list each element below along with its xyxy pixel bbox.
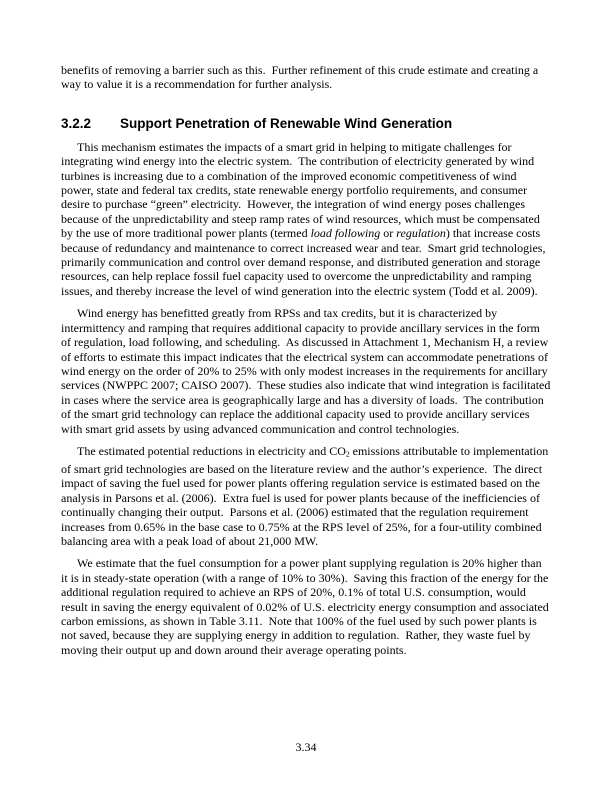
section-heading-title: Support Penetration of Renewable Wind Generation <box>120 115 453 131</box>
page-number: 3.34 <box>295 740 317 754</box>
body-paragraph-2: Wind energy has benefitted greatly from RPSs and tax credits, but it is characterized by intermittency and ramping that requires additional capacity to provide ancillary services in the form of regulation, load following, and scheduling. As discussed in Attachment 1, Mechanism H, a review of efforts to estimate this impact indicates that the electrical system can accommodate penetrations of wind energy on the order of 20% to 25% with only modest increases in the requirements for ancillary services (NWPPC 2007; CAISO 2007). These studies also indicate that wind integration is facilitated in cases where the service area is geographically large and has a diversity of loads. The contribution of the smart grid technology can replace the additional capacity used to provide ancillary services with smart grid assets by using advanced communication and control technologies. <box>61 306 554 436</box>
body-paragraph-4: We estimate that the fuel consumption for a power plant supplying regulation is 20% higher than it is in steady-state operation (with a range of 10% to 30%). Saving this fraction of the energy for the additional regulation required to achieve an RPS of 20%, 0.1% of total U.S. consumption, would result in saving the energy equivalent of 0.02% of U.S. electricity energy consumption and associated carbon emissions, as shown in Table 3.11. Note that 100% of the fuel used by such power plants is not saved, because they are supplying energy in addition to regulation. Rather, they waste fuel by moving their output up and down around their average operating points. <box>61 556 552 657</box>
body-paragraph-3: The estimated potential reductions in electricity and CO2 emissions attributable to implementation of smart grid technologies are based on the literature review and the author’s experience. The direct impact of saving the fuel used for power plants offering regulation service is estimated based on the analysis in Parsons et al. (2006). Extra fuel is used for power plants because of the inefficiencies of continually changing their output. Parsons et al. (2006) estimated that the regulation requirement increases from 0.65% in the base case to 0.75% at the RPS level of 25%, for a four-utility combined balancing area with a peak load of about 21,000 MW. <box>61 443 552 548</box>
body-paragraph-1: This mechanism estimates the impacts of a smart grid in helping to mitigate challenges for integrating wind energy into the electric system. The contribution of electricity generated by wind turbines is increasing due to a combination of the improved economic competitiveness of wind power, state and federal tax credits, state renewable energy portfolio requirements, and consumer desire to purchase “green” electricity. However, the integration of wind energy poses challenges because of the unpredictability and steep ramp rates of wind resources, which must be compensated by the use of more traditional power plants (termed load following or regulation) that increase costs because of redundancy and maintenance to correct increased wear and tear. Smart grid technologies, primarily communication and control over demand response, and distributed generation and storage resources, can help replace fossil fuel capacity used to overcome the unpredictability and ramping issues, and thereby increase the level of wind generation into the electric system (Todd et al. 2009). <box>61 139 549 298</box>
page-content <box>61 63 554 657</box>
intro-continuation-paragraph: benefits of removing a barrier such as this. Further refinement of this crude estimate and creating a way to value it is a recommendation for further analysis. <box>61 63 542 92</box>
section-heading <box>61 116 551 132</box>
section-heading-number: 3.2.2 <box>61 115 92 131</box>
